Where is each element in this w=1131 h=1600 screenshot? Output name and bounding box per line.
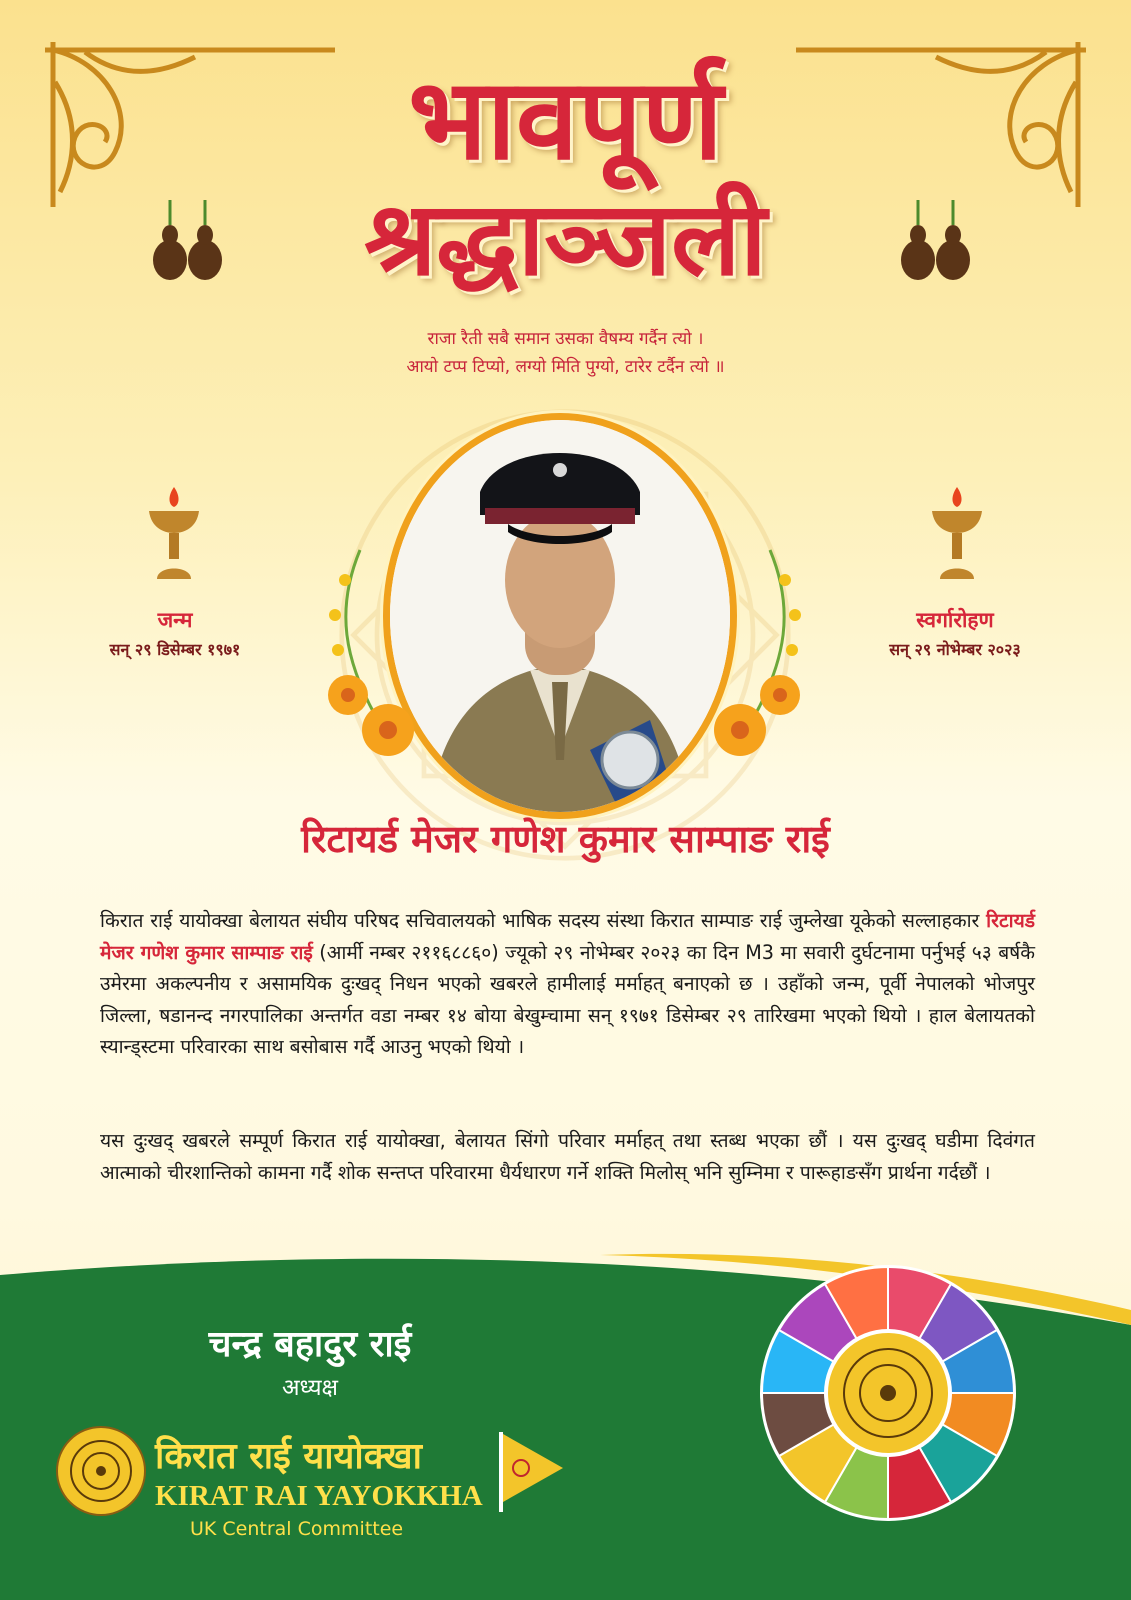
signatory-name: चन्द्र बहादुर राई [208,1324,412,1365]
signatory-title: अध्यक्ष [281,1375,339,1401]
flag-icon [497,1432,567,1512]
verse-line-1: राजा रैती सबै समान उसका वैषम्य गर्दैन त्यो । [427,329,704,349]
body-p1-intro: किरात राई यायोक्खा बेलायत संघीय परिषद सचिवालयको भाषिक सदस्य संस्था किरात साम्पाङ राई जुम्लेखा यूकेको सल्लाहकार [100,909,987,932]
deceased-name-heading: रिटायर्ड मेजर गणेश कुमार साम्पाङ राई [301,817,830,861]
verse-line-2: आयो टप्प टिप्यो, लग्यो मिति पुग्यो, टारेर टर्दैन त्यो ॥ [406,357,725,377]
title-line-2: श्रद्धाञ्जली [364,180,767,299]
organization-subtitle: UK Central Committee [190,1518,404,1540]
language-wheel-logo [758,1263,1018,1523]
birth-label: जन्म [157,608,193,632]
body-p1-highlighted-name: रिटायर्ड मेजर गणेश कुमार साम्पाङ राई [100,909,1035,964]
death-label: स्वर्गारोहण [916,608,994,632]
title-line-1: भावपूर्ण [408,55,723,185]
organization-name-nepali: किरात राई यायोक्खा [155,1436,422,1477]
body-paragraph-2: यस दुःखद् खबरले सम्पूर्ण किरात राई यायोक्खा, बेलायत सिंगो परिवार मर्माहत् तथा स्तब्ध भएका छौं । यस दुःखद् घडीमा दिवंगत आत्माको चीरशान्तिको कामना गर्दै शोक सन्तप्त परिवारमा धैर्यधारण गर्ने शक्ति मिलोस् भनि सुम्निमा र पारूहाङसँग प्रार्थना गर्दछौं । [100,1129,1035,1184]
organization-logo [55,1425,147,1517]
organization-name-english: KIRAT RAI YAYOKKHA [155,1480,483,1512]
body-p1-rest: (आर्मी नम्बर २११६८८६०) ज्यूको २९ नोभेम्बर २०२३ का दिन M3 मा सवारी दुर्घटनामा पर्नुभई ५३ बर्षकै उमेरमा अकल्पनीय र असामयिक दुःखद् निधन भएको खबरले हामीलाई मर्माहत् बनाएको छ । उहाँको जन्म, पूर्वी नेपालको भोजपुर जिल्ला, षडानन्द नगरपालिका अन्तर्गत वडा नम्बर १४ बोया बेखुम्चामा सन् १९७१ डिसेम्बर २९ तारिखमा भएको थियो । हाल बेलायतको स्यान्ड्स्टमा परिवारका साथ बसोबास गर्दै आउनु भएको थियो । [100,940,1035,1058]
death-date: सन् २९ नोभेम्बर २०२३ [889,640,1021,659]
birth-date: सन् २९ डिसेम्बर १९७१ [109,640,241,659]
